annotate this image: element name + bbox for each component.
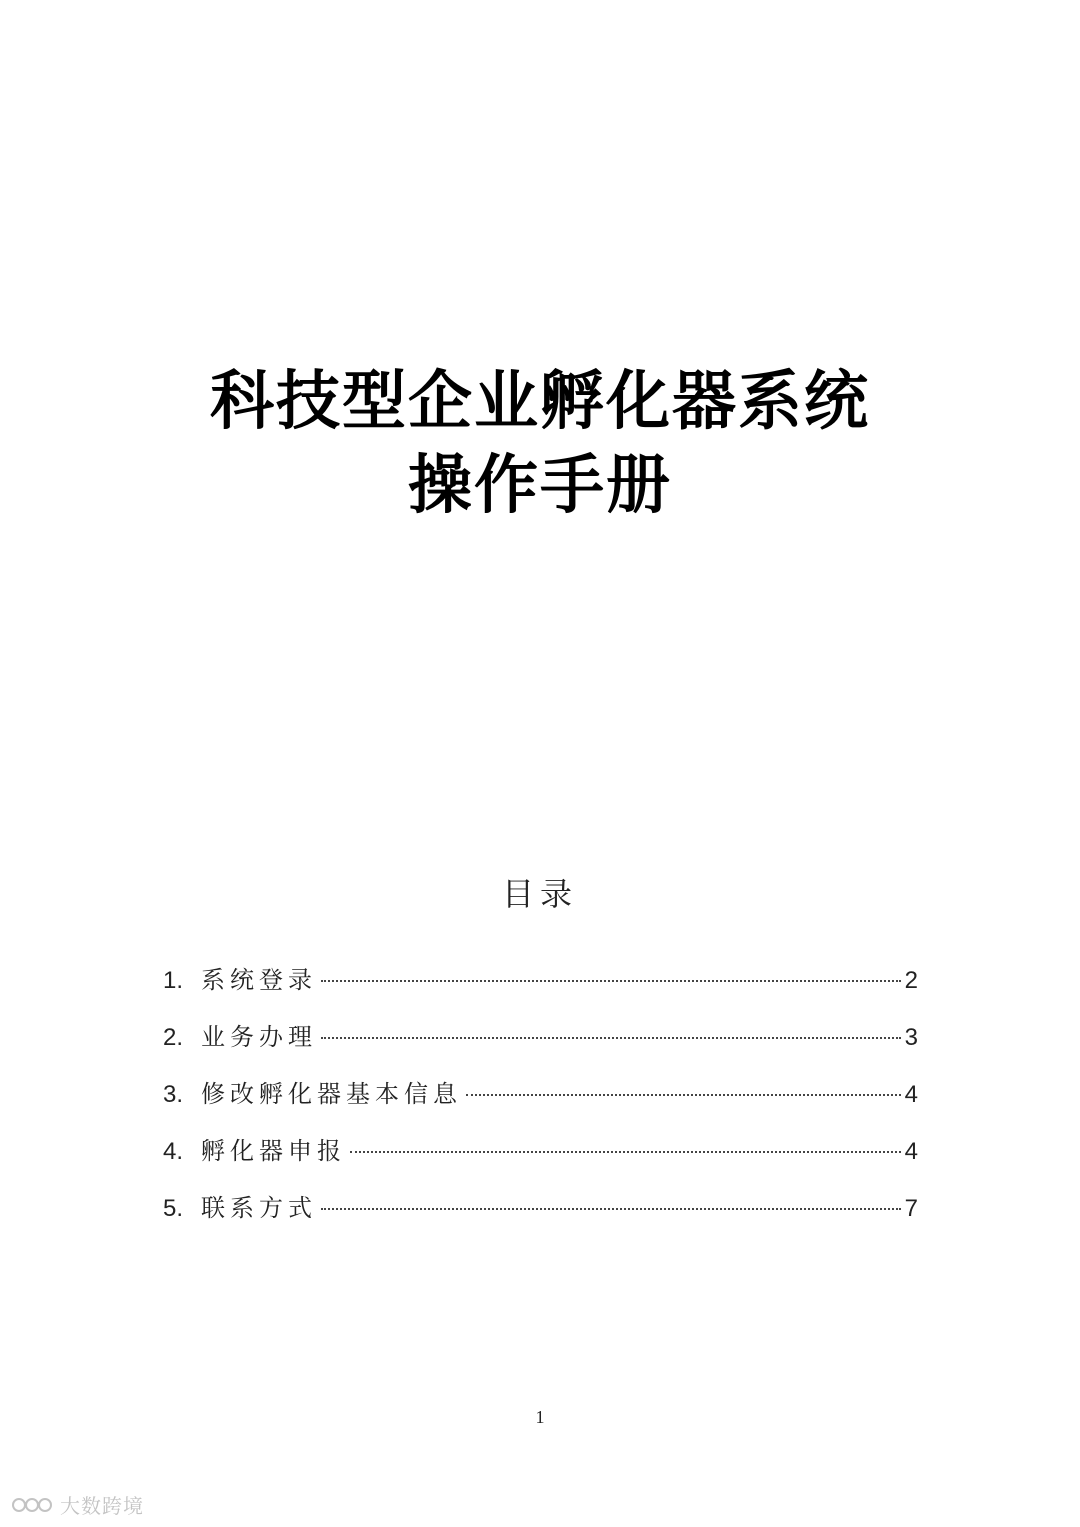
toc-item-2[interactable] (163, 1011, 918, 1068)
toc-item-label: 联系方式 (201, 1194, 317, 1222)
toc-heading: 目录 (501, 875, 578, 913)
toc-leader-dots (466, 1094, 901, 1096)
watermark-text: 大数跨境 (60, 1494, 144, 1518)
toc-item-3[interactable] (163, 1068, 918, 1125)
toc-item-label: 系统登录 (201, 966, 317, 994)
toc-item-number: 4. (163, 1138, 184, 1165)
toc-item-number: 5. (163, 1195, 184, 1222)
watermark (12, 1490, 144, 1519)
toc-item-5[interactable] (163, 1182, 918, 1239)
watermark-logo-icon (12, 1493, 52, 1517)
toc-item-number: 2. (163, 1024, 184, 1051)
toc-item-page: 2 (904, 967, 918, 994)
toc-item-label: 孵化器申报 (201, 1137, 346, 1165)
toc-item-page: 7 (904, 1195, 918, 1222)
toc-item-number: 1. (163, 967, 184, 994)
toc-item-label: 修改孵化器基本信息 (201, 1080, 462, 1108)
toc-leader-dots (350, 1151, 901, 1153)
title-line-1: 科技型企业孵化器系统 (210, 365, 870, 439)
toc-item-label: 业务办理 (201, 1023, 317, 1051)
title-line-2: 操作手册 (408, 449, 672, 523)
page-number: 1 (535, 1407, 545, 1427)
table-of-contents (163, 954, 918, 1239)
toc-leader-dots (321, 1037, 901, 1039)
toc-item-page: 4 (904, 1081, 918, 1108)
toc-leader-dots (321, 1208, 901, 1210)
toc-item-4[interactable] (163, 1125, 918, 1182)
toc-item-page: 4 (904, 1138, 918, 1165)
toc-item-1[interactable] (163, 954, 918, 1011)
document-title (0, 360, 1080, 528)
toc-item-number: 3. (163, 1081, 184, 1108)
toc-leader-dots (321, 980, 901, 982)
toc-item-page: 3 (904, 1024, 918, 1051)
